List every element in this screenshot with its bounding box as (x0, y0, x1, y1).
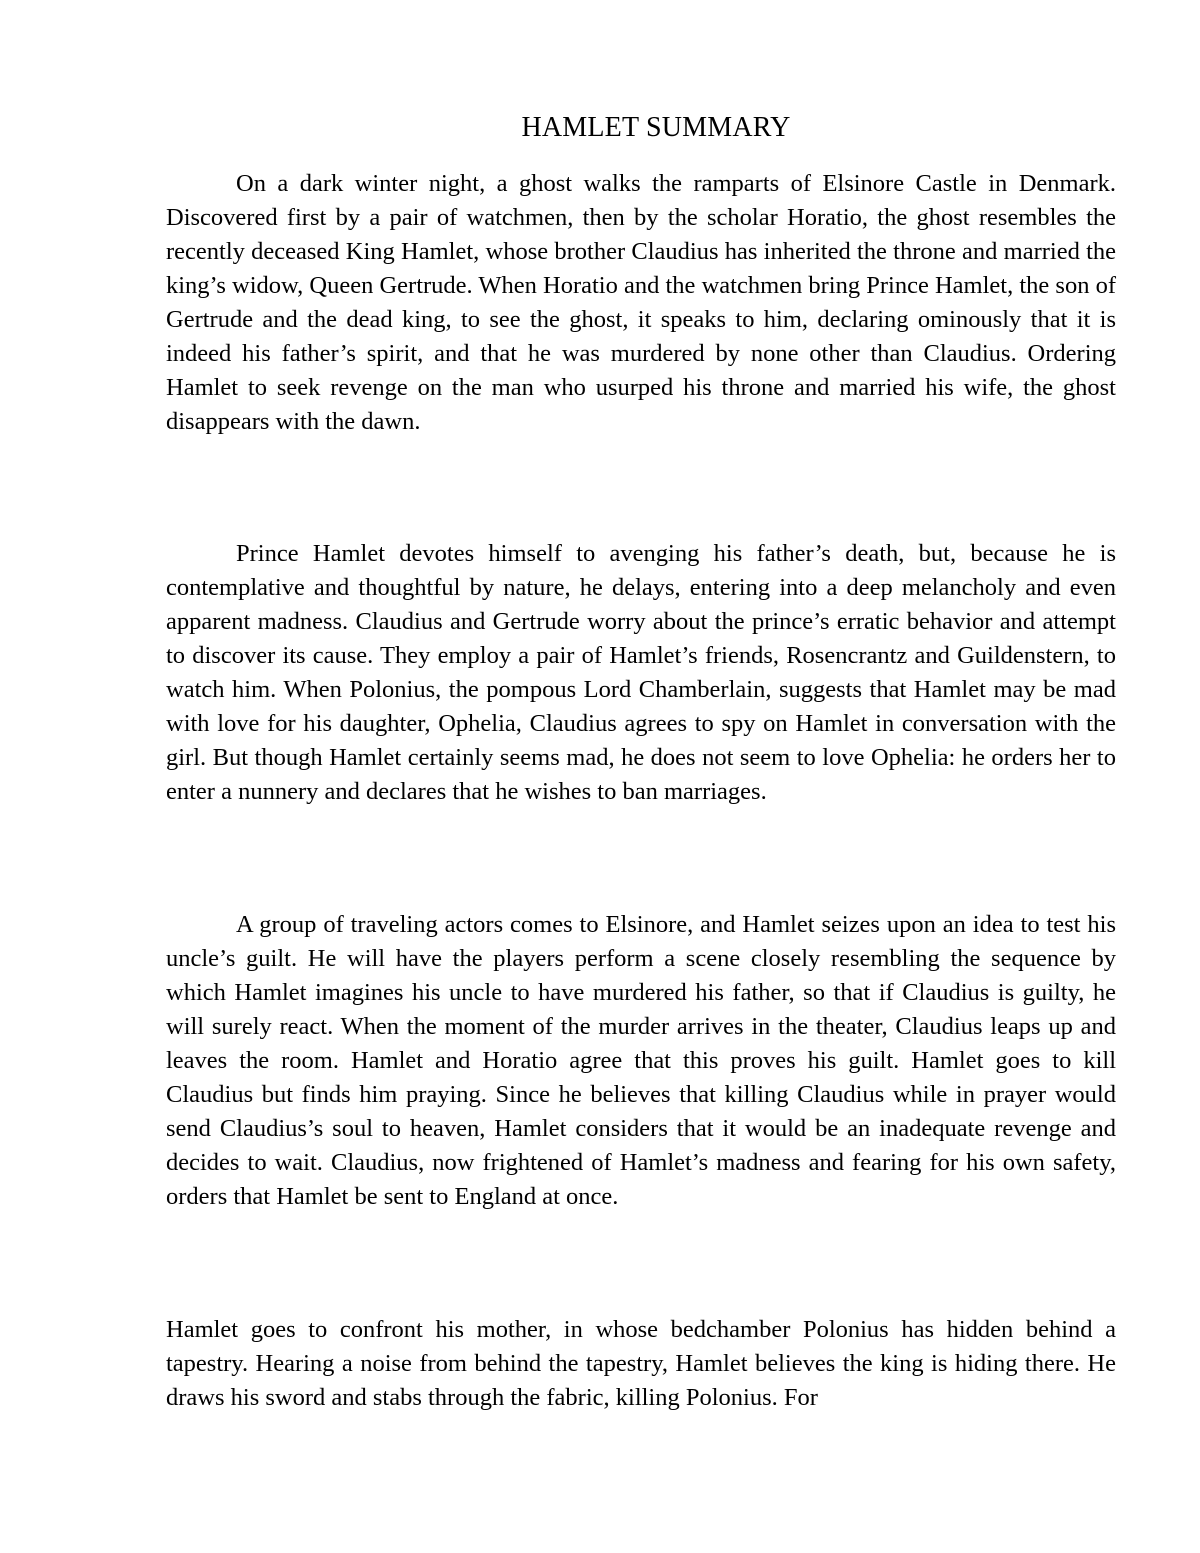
paragraph-1: On a dark winter night, a ghost walks the ramparts of Elsinore Castle in Denmark. Discovered first by a pair of watchmen, then by the scholar Horatio, the ghost resembles the recently deceased King Hamlet, whose brother Claudius has inherited the throne and married the king’s widow, Queen Gertrude. When Horatio and the watchmen bring Prince Hamlet, the son of Gertrude and the dead king, to see the ghost, it speaks to him, declaring ominously that it is indeed his father’s spirit, and that he was murdered by none other than Claudius. Ordering Hamlet to seek revenge on the man who usurped his throne and married his wife, the ghost disappears with the dawn. (166, 170, 1116, 435)
paragraph-3: A group of traveling actors comes to Elsinore, and Hamlet seizes upon an idea to test his uncle’s guilt. He will have the players perform a scene closely resembling the sequence by which Hamlet imagines his uncle to have murdered his father, so that if Claudius is guilty, he will surely react. When the moment of the murder arrives in the theater, Claudius leaps up and leaves the room. Hamlet and Horatio agree that this proves his guilt. Hamlet goes to kill Claudius but finds him praying. Since he believes that killing Claudius while in prayer would send Claudius’s soul to heaven, Hamlet considers that it would be an inadequate revenge and decides to wait. Claudius, now frightened of Hamlet’s madness and fearing for his own safety, orders that Hamlet be sent to England at once. (166, 911, 1116, 1210)
page-title: HAMLET SUMMARY (521, 112, 791, 143)
paragraph-4: Hamlet goes to confront his mother, in whose bedchamber Polonius has hidden behind a tapestry. Hearing a noise from behind the tapestry, Hamlet believes the king is hiding there. He draws his sword and stabs through the fabric, killing Polonius. For (166, 1316, 1116, 1411)
paragraph-2: Prince Hamlet devotes himself to avenging his father’s death, but, because he is contemplative and thoughtful by nature, he delays, entering into a deep melancholy and even apparent madness. Claudius and Gertrude worry about the prince’s erratic behavior and attempt to discover its cause. They employ a pair of Hamlet’s friends, Rosencrantz and Guildenstern, to watch him. When Polonius, the pompous Lord Chamberlain, suggests that Hamlet may be mad with love for his daughter, Ophelia, Claudius agrees to spy on Hamlet in conversation with the girl. But though Hamlet certainly seems mad, he does not seem to love Ophelia: he orders her to enter a nunnery and declares that he wishes to ban marriages. (166, 540, 1116, 805)
